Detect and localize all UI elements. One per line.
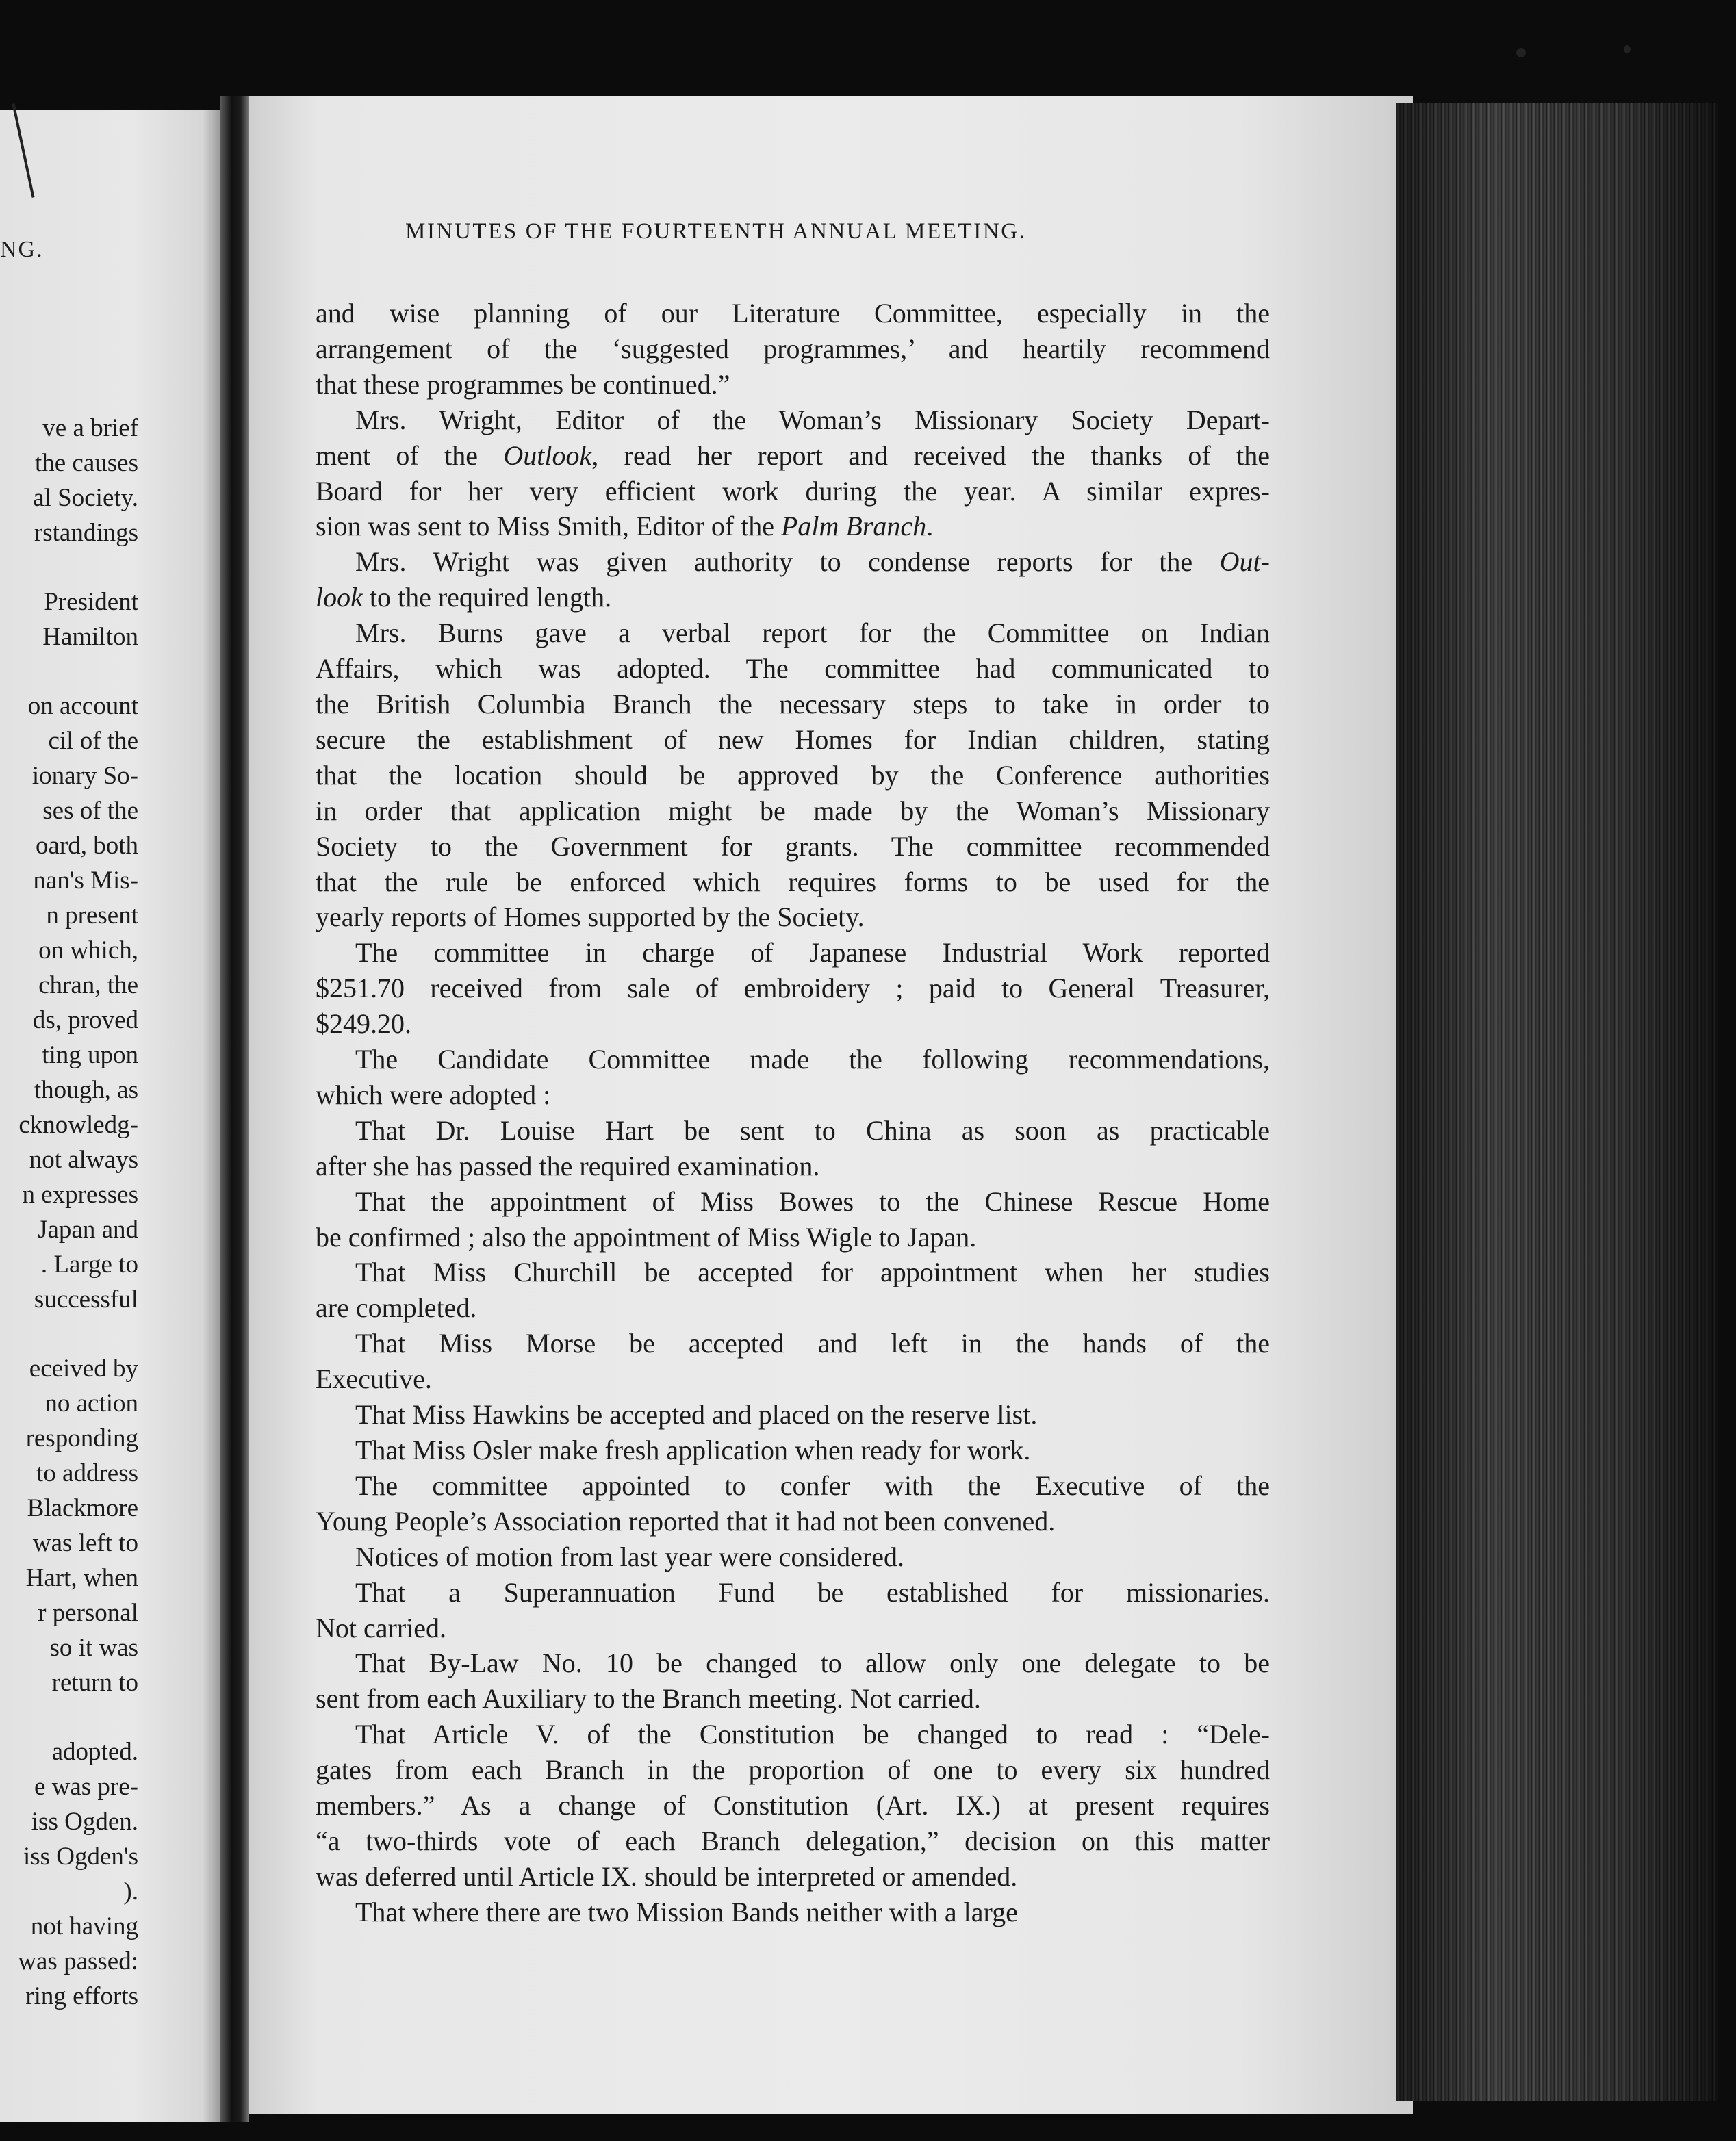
left-page-line: successful: [34, 1285, 138, 1313]
text-line: ment of the Outlook, read her report and received the thanks of the: [316, 439, 1270, 471]
left-page-line: was passed:: [18, 1947, 138, 1975]
left-page-text-column: [18, 411, 138, 2014]
text-line: The committee in charge of Japanese Industrial Work reported: [355, 937, 1270, 969]
text-line: $251.70 received from sale of embroidery ; paid to General Treasurer,: [316, 973, 1270, 1004]
text-line: Not carried.: [316, 1612, 447, 1643]
text-line: that the location should be approved by the Conference authorities: [316, 759, 1270, 791]
left-page-line: not always: [29, 1146, 138, 1174]
text-line: That Miss Osler make fresh application when ready for work.: [355, 1435, 1031, 1465]
left-page-line: return to: [51, 1669, 138, 1697]
text-line: Mrs. Burns gave a verbal report for the Committee on Indian: [355, 617, 1270, 649]
text-line: look to the required length.: [316, 582, 612, 613]
dust-speck: [1516, 48, 1526, 57]
left-page-line: the causes: [34, 449, 138, 477]
left-page-line: not having: [30, 1912, 138, 1940]
text-line: That Miss Hawkins be accepted and placed on the reserve list.: [355, 1399, 1038, 1431]
text-line: Affairs, which was adopted. The committee had communicated to: [316, 653, 1270, 684]
text-line: That Miss Morse be accepted and left in the hands of the: [355, 1328, 1270, 1359]
left-page-line: ).: [123, 1877, 138, 1906]
left-page-line: Hart, when: [25, 1564, 138, 1592]
text-line: $249.20.: [316, 1008, 411, 1040]
left-page-line: adopted.: [51, 1738, 138, 1766]
left-page-line: n present: [46, 901, 138, 930]
text-line: The committee appointed to confer with the Executive of the: [355, 1470, 1270, 1501]
book-gutter: [220, 96, 249, 2122]
text-line: that the rule be enforced which requires forms to be used for the: [316, 866, 1270, 897]
text-line: yearly reports of Homes supported by the Society.: [316, 901, 865, 933]
text-line: Board for her very efficient work during the year. A similar expres-: [316, 475, 1270, 507]
left-page-line: was left to: [32, 1529, 138, 1557]
left-page-line: Japan and: [38, 1216, 138, 1244]
left-page-line: eceived by: [29, 1355, 138, 1383]
text-line: after she has passed the required examination.: [316, 1150, 820, 1181]
left-page-line: oard, both: [35, 832, 138, 860]
text-line: arrangement of the ‘suggested programmes,’ and heartily recommend: [316, 333, 1270, 364]
left-page-line: responding: [25, 1424, 138, 1452]
left-page-line: Hamilton: [42, 623, 138, 651]
left-page-line: President: [44, 588, 138, 616]
left-page-line: ting upon: [42, 1041, 138, 1069]
left-page-line: ses of the: [42, 797, 138, 825]
text-line: which were adopted :: [316, 1079, 551, 1110]
text-line: be confirmed ; also the appointment of Miss Wigle to Japan.: [316, 1221, 977, 1253]
left-page-line: on which,: [38, 936, 138, 964]
left-page-line: to address: [36, 1459, 138, 1487]
dust-speck: [1624, 45, 1631, 53]
text-line: members.” As a change of Constitution (Art. IX.) at present requires: [316, 1790, 1270, 1821]
running-header: [405, 219, 1522, 244]
text-line: gates from each Branch in the proportion of one to every six hundred: [316, 1754, 1270, 1786]
left-page-line: ionary So-: [31, 762, 138, 790]
text-line: The Candidate Committee made the following recommendations,: [355, 1044, 1270, 1075]
text-line: That where there are two Mission Bands neither with a large: [355, 1896, 1018, 1927]
text-line: Mrs. Wright was given authority to condense reports for the Out-: [355, 546, 1270, 578]
text-line: That a Superannuation Fund be established for missionaries.: [355, 1576, 1270, 1608]
text-line: That Article V. of the Constitution be changed to read : “Dele-: [355, 1719, 1270, 1750]
text-line: Mrs. Wright, Editor of the Woman’s Missionary Society Depart-: [355, 404, 1270, 435]
left-page-line: on account: [27, 692, 138, 720]
text-line: That the appointment of Miss Bowes to the Chinese Rescue Home: [355, 1185, 1270, 1217]
text-line: Executive.: [316, 1363, 432, 1395]
body-text: [316, 296, 1270, 1930]
left-page-line: cknowledg-: [18, 1111, 138, 1139]
text-line: That Miss Churchill be accepted for appointment when her studies: [355, 1257, 1270, 1288]
left-page-line: r personal: [38, 1599, 138, 1627]
text-line: sion was sent to Miss Smith, Editor of the Palm Branch.: [316, 511, 934, 542]
left-page-line: no action: [44, 1389, 138, 1418]
left-page-line: rstandings: [34, 519, 138, 547]
left-page-line: ds, proved: [32, 1006, 138, 1034]
text-line: and wise planning of our Literature Committee, especially in the: [316, 298, 1270, 329]
left-page-line: ring efforts: [25, 1982, 138, 2010]
running-header-title: MINUTES OF THE FOURTEENTH ANNUAL MEETING.: [405, 219, 1027, 244]
left-page-line: Blackmore: [27, 1494, 138, 1522]
text-line: Notices of motion from last year were considered.: [355, 1541, 904, 1572]
text-line: secure the establishment of new Homes for Indian children, stating: [316, 723, 1270, 755]
left-page-line: e was pre-: [34, 1773, 138, 1801]
text-line: in order that application might be made by the Woman’s Missionary: [316, 795, 1270, 826]
left-page-line: . Large to: [40, 1251, 138, 1279]
text-line: That Dr. Louise Hart be sent to China as soon as practicable: [355, 1114, 1270, 1146]
page-edges-stack: [1396, 103, 1718, 2101]
text-line: That By-Law No. 10 be changed to allow only one delegate to be: [355, 1648, 1270, 1679]
left-facing-page: [0, 110, 220, 2122]
text-line: that these programmes be continued.”: [316, 368, 730, 400]
text-line: the British Columbia Branch the necessary steps to take in order to: [316, 688, 1270, 719]
right-page: [249, 96, 1413, 2114]
text-line: “a two-thirds vote of each Branch delegation,” decision on this matter: [316, 1825, 1270, 1856]
left-page-line: chran, the: [38, 971, 138, 999]
text-line: sent from each Auxiliary to the Branch meeting. Not carried.: [316, 1683, 981, 1715]
text-line: Society to the Government for grants. The committee recommended: [316, 830, 1270, 862]
left-page-line: iss Ogden's: [23, 1843, 138, 1871]
left-page-line: n expresses: [22, 1181, 138, 1209]
left-page-line: though, as: [34, 1076, 138, 1104]
left-page-line: ve a brief: [42, 414, 138, 442]
left-page-line: iss Ogden.: [31, 1808, 138, 1836]
left-page-line: al Society.: [33, 484, 138, 512]
left-page-line: so it was: [49, 1634, 138, 1662]
left-page-header: NG.: [0, 237, 44, 262]
text-line: Young People’s Association reported that it had not been convened.: [316, 1505, 1056, 1537]
left-page-line: cil of the: [48, 727, 138, 755]
text-line: are completed.: [316, 1292, 477, 1324]
text-line: was deferred until Article IX. should be interpreted or amended.: [316, 1860, 1018, 1892]
left-page-line: nan's Mis-: [33, 867, 138, 895]
